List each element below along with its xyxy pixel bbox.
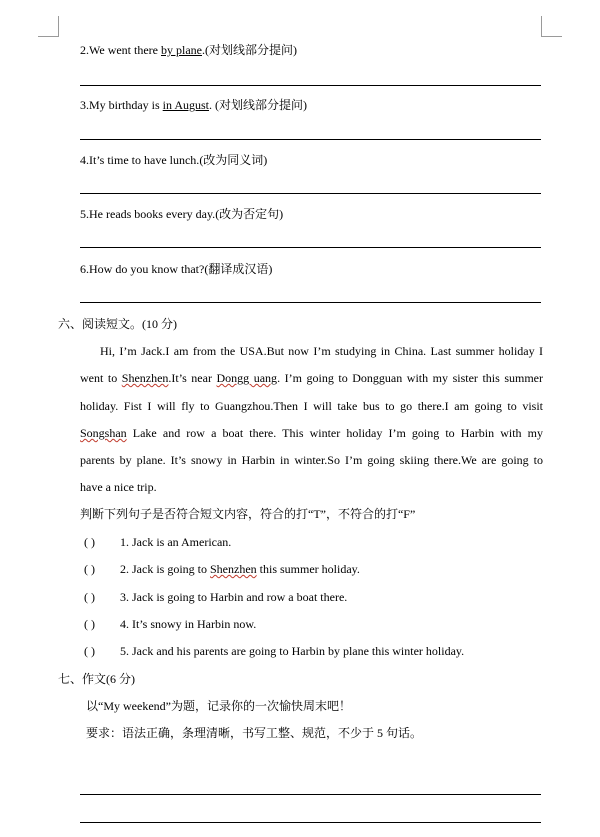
question-text: 3.My birthday is: [80, 98, 163, 112]
item-text: this summer holiday.: [256, 562, 360, 576]
question-text: 4.It’s time to have lunch.: [80, 153, 200, 167]
question-instruction: (对划线部分提问): [205, 43, 297, 57]
composition-prompt: 以“My weekend”为题，记录你的一次愉快周末吧！: [86, 699, 351, 713]
answer-blank[interactable]: ( ): [84, 644, 95, 658]
crop-mark-top-left: [38, 16, 59, 37]
section-6-heading: 六、阅读短文。(10 分): [58, 317, 177, 331]
question-2: [80, 43, 297, 57]
passage-text: went to: [80, 371, 122, 385]
question-text: 5.He reads books every day.: [80, 207, 216, 221]
question-instruction: (对划线部分提问): [215, 98, 308, 112]
passage-line: [80, 344, 543, 372]
question-instruction: (翻译成汉语): [204, 262, 273, 276]
answer-line[interactable]: [80, 139, 541, 140]
underlined-phrase: in August: [162, 98, 210, 112]
answer-line[interactable]: [80, 247, 541, 248]
item-text: 1. Jack is an American.: [120, 535, 232, 549]
item-text: 4. It’s snowy in Harbin now.: [120, 617, 257, 631]
answer-line[interactable]: [80, 193, 541, 194]
question-text: 6.How do you know that?: [80, 262, 205, 276]
question-4: [80, 153, 267, 167]
passage-text: parents by plane. It’s snowy in Harbin in winter.So I’m going skiing there.We are going to: [80, 453, 543, 467]
passage-text: have a nice trip.: [80, 480, 157, 494]
passage-text: Hi, I’m Jack.I am from the USA.But now I’m studying in China. Last summer holiday I: [100, 344, 543, 358]
question-instruction: (改为同义词): [199, 153, 268, 167]
question-instruction: (改为否定句): [215, 207, 284, 221]
question-text: 2.We went there: [80, 43, 161, 57]
item-text: 5. Jack and his parents are going to Harbin by plane this winter holiday.: [120, 644, 465, 658]
question-6: [80, 262, 272, 276]
answer-blank[interactable]: ( ): [84, 590, 95, 604]
tf-item-5: [84, 644, 464, 658]
punctuation: .: [209, 98, 216, 112]
tf-item-4: [84, 617, 256, 631]
tf-item-2: [84, 562, 360, 576]
item-text: 2. Jack is going to: [120, 562, 210, 576]
answer-line[interactable]: [80, 85, 541, 86]
passage-text: holiday. Fist I will fly to Guangzhou.Then I will take bus to go there.I am going to visit: [80, 399, 543, 413]
passage-line: [80, 453, 543, 481]
passage-text: .It’s near: [168, 371, 217, 385]
judgement-instruction: 判断下列句子是否符合短文内容，符合的打“T”，不符合的打“F”: [80, 507, 416, 521]
passage-text: . I’m going to Dongguan with my sister this summer: [277, 371, 543, 385]
underlined-phrase: by plane: [161, 43, 202, 57]
composition-requirement: 要求：语法正确，条理清晰，书写工整、规范，不少于 5 句话。: [86, 726, 423, 740]
question-5: [80, 207, 283, 221]
item-text: 3. Jack is going to Harbin and row a boat there.: [120, 590, 348, 604]
answer-blank[interactable]: ( ): [84, 617, 95, 631]
section-7-heading: 七、作文(6 分): [58, 672, 135, 686]
answer-blank[interactable]: ( ): [84, 535, 95, 549]
writing-line[interactable]: [80, 794, 541, 795]
passage-line: [80, 480, 157, 494]
passage-line: [80, 371, 543, 399]
crop-mark-top-right: [541, 16, 562, 37]
answer-line[interactable]: [80, 302, 541, 303]
answer-blank[interactable]: ( ): [84, 562, 95, 576]
passage-text: Lake and row a boat there. This winter holiday I’m going to Harbin with my: [126, 426, 543, 440]
spelling-flagged-word: Songshan: [80, 426, 127, 440]
spelling-flagged-word: Shenzhen: [210, 562, 257, 576]
tf-item-1: [84, 535, 231, 549]
spelling-flagged-word: Shenzhen: [121, 371, 169, 385]
tf-item-3: [84, 590, 347, 604]
passage-line: [80, 399, 543, 427]
writing-line[interactable]: [80, 822, 541, 823]
spelling-flagged-word: Dongg uang: [216, 371, 278, 385]
passage-line: [80, 426, 543, 454]
question-3: [80, 98, 307, 112]
punctuation: .: [202, 43, 205, 57]
